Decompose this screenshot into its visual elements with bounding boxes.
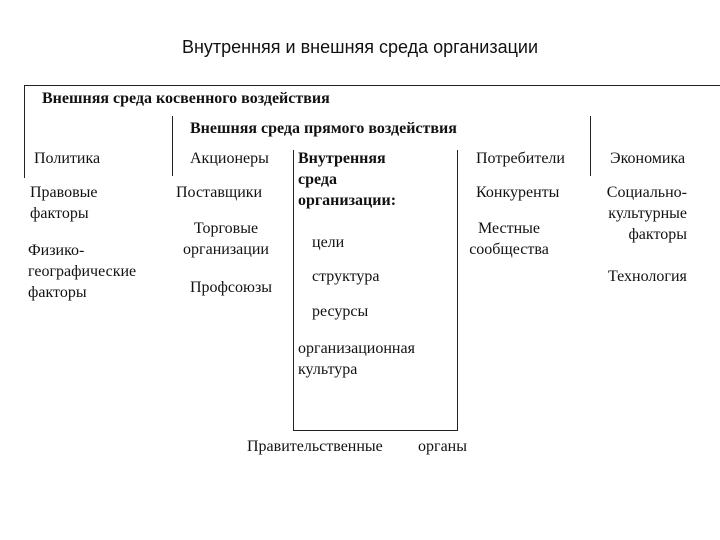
direct-left-item-unions: Профсоюзы <box>190 279 273 296</box>
internal-box-bottom-border <box>293 430 458 431</box>
internal-environment-header: Внутренняя среда организации: <box>298 150 397 209</box>
internal-item-culture: организационная культура <box>298 340 415 378</box>
direct-bottom-item-government: Правительственные <box>247 438 383 455</box>
internal-box-right-border <box>457 150 458 430</box>
direct-box-left-border <box>172 116 173 176</box>
internal-item-goals: цели <box>312 234 345 251</box>
outer-box-top-border <box>24 85 720 86</box>
direct-left-item-shareholders: Акционеры <box>190 150 269 167</box>
indirect-left-item-geographic: Физико- географические факторы <box>28 242 137 301</box>
direct-right-item-local-communities: Местные сообщества <box>469 220 549 258</box>
direct-bottom-item-agencies: органы <box>418 438 467 455</box>
outer-box-left-border <box>24 85 25 178</box>
indirect-environment-header: Внешняя среда косвенного воздействия <box>42 90 330 107</box>
direct-box-right-border <box>590 116 591 176</box>
indirect-left-item-legal: Правовые факторы <box>30 184 98 222</box>
indirect-right-item-technology: Технология <box>608 268 687 285</box>
direct-left-item-suppliers: Поставщики <box>176 184 263 201</box>
direct-right-item-competitors: Конкуренты <box>476 184 560 201</box>
indirect-left-item-politics: Политика <box>34 150 101 167</box>
direct-left-item-trade-organizations: Торговые организации <box>183 220 269 258</box>
internal-item-resources: ресурсы <box>312 303 369 320</box>
direct-environment-header: Внешняя среда прямого воздействия <box>190 120 457 137</box>
diagram-title: Внутренняя и внешняя среда организации <box>181 37 539 57</box>
indirect-right-item-economy: Экономика <box>610 150 686 167</box>
indirect-right-item-sociocultural: Социально- культурные факторы <box>606 184 687 243</box>
direct-right-item-consumers: Потребители <box>476 150 565 167</box>
internal-box-left-border <box>293 150 294 430</box>
internal-item-structure: структура <box>312 268 380 285</box>
